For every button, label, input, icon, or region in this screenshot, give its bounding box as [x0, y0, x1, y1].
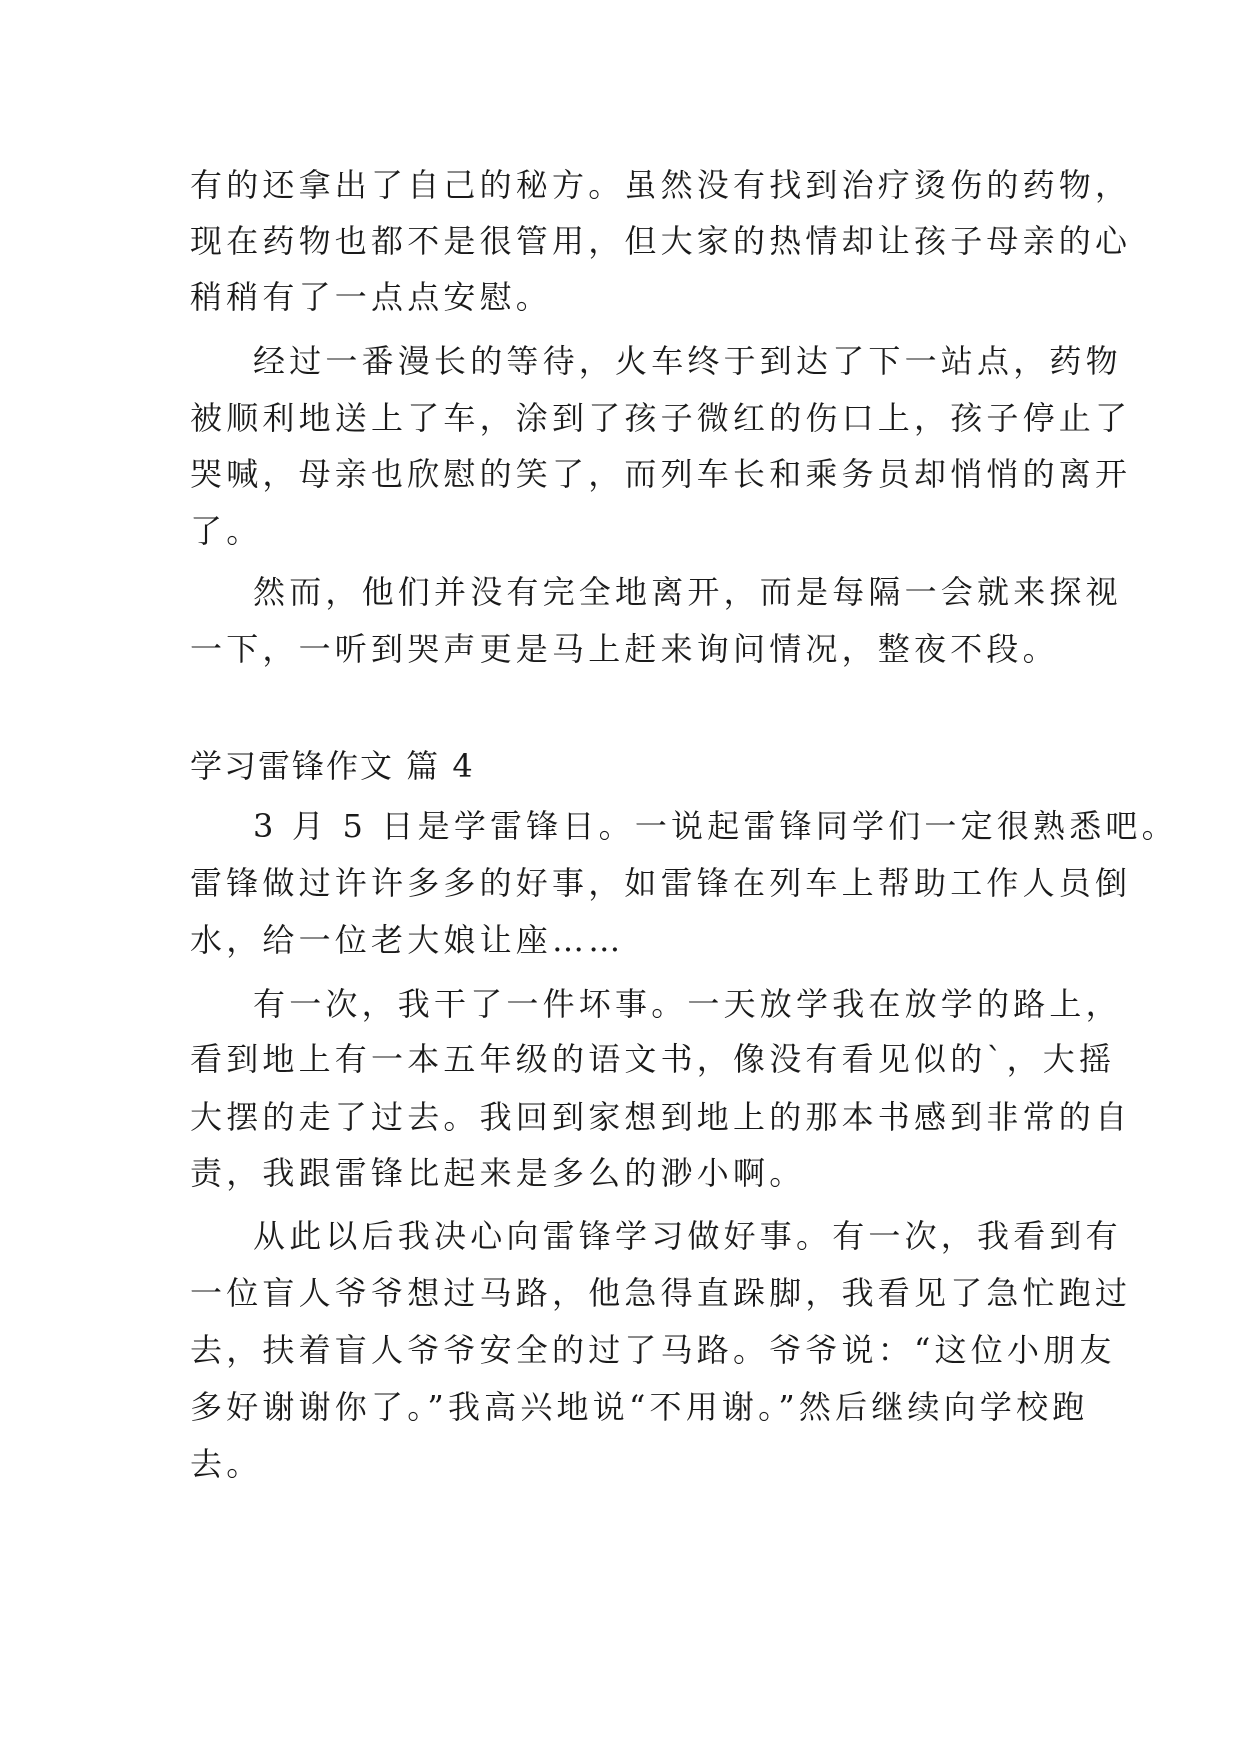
section-heading: 学习雷锋作文 篇 4	[190, 747, 475, 785]
paragraph-line: 有一次，我干了一件坏事。一天放学我在放学的路上，	[253, 985, 1122, 1023]
paragraph-line: 现在药物也都不是很管用，但大家的热情却让孩子母亲的心	[190, 222, 1132, 260]
paragraph-line: 从此以后我决心向雷锋学习做好事。有一次，我看到有	[253, 1217, 1122, 1255]
paragraph-line: 一位盲人爷爷想过马路，他急得直跺脚，我看见了急忙跑过	[190, 1274, 1132, 1312]
paragraph-line: 稍稍有了一点点安慰。	[190, 278, 553, 316]
paragraph-line: 水，给一位老大娘让座……	[190, 921, 625, 959]
paragraph-line: 被顺利地送上了车，涂到了孩子微红的伤口上，孩子停止了	[190, 399, 1132, 437]
paragraph-line: 去，扶着盲人爷爷安全的过了马路。爷爷说：“这位小朋友	[190, 1331, 1116, 1369]
paragraph-line: 哭喊，母亲也欣慰的笑了，而列车长和乘务员却悄悄的离开	[190, 455, 1132, 493]
paragraph-line: 雷锋做过许许多多的好事，如雷锋在列车上帮助工作人员倒	[190, 864, 1132, 902]
paragraph-line: 了。	[190, 512, 263, 550]
paragraph-line: 多好谢谢你了。”我高兴地说“不用谢。”然后继续向学校跑	[190, 1388, 1089, 1426]
paragraph-line: 有的还拿出了自己的秘方。虽然没有找到治疗烫伤的药物，	[190, 166, 1132, 204]
paragraph-line: 看到地上有一本五年级的语文书，像没有看见似的`，大摇	[190, 1040, 1116, 1078]
paragraph-line: 大摆的走了过去。我回到家想到地上的那本书感到非常的自	[190, 1098, 1132, 1136]
paragraph-line: 一下，一听到哭声更是马上赶来询问情况，整夜不段。	[190, 630, 1059, 668]
paragraph-line: 3 月 5 日是学雷锋日。一说起雷锋同学们一定很熟悉吧。	[253, 807, 1178, 845]
paragraph-line: 去。	[190, 1445, 263, 1483]
paragraph-line: 责，我跟雷锋比起来是多么的渺小啊。	[190, 1154, 806, 1192]
paragraph-line: 经过一番漫长的等待，火车终于到达了下一站点，药物	[253, 342, 1122, 380]
paragraph-line: 然而，他们并没有完全地离开，而是每隔一会就来探视	[253, 573, 1122, 611]
